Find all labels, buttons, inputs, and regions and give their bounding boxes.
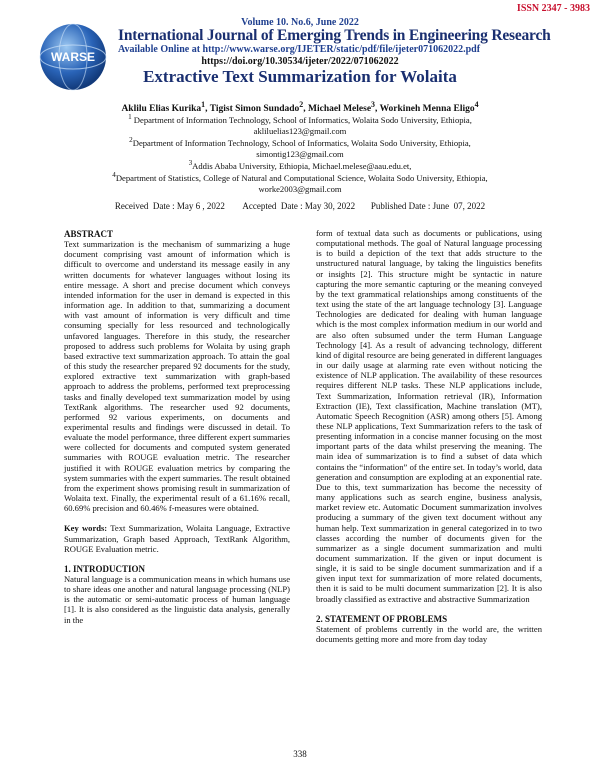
- abstract-heading: ABSTRACT: [64, 229, 114, 239]
- author-2: , Tigist Simon Sundado: [205, 104, 300, 115]
- doi-link[interactable]: https://doi.org/10.30534/ijeter/2022/071062022: [201, 56, 399, 67]
- issn-label: ISSN 2347 - 3983: [516, 3, 590, 14]
- right-column: [316, 228, 542, 644]
- keywords: Key words: Text Summarization, Wolaita Language, Extractive Summarization, Graph based Approach, TextRank Algorithm, ROUGE Evaluation metric.: [64, 523, 290, 554]
- volume-line: Volume 10. No.6, June 2022: [241, 17, 359, 28]
- affiliation-4: $^4$Department of Statistics, College of Natural and Computational Science, Wolaita Sodo University, Ethiopia, worke2003@gmail.com: [112, 171, 488, 195]
- introduction-heading: 1. INTRODUCTION: [64, 563, 146, 574]
- introduction-continued: form of textual data such as documents or publications, using computational methods. The goal of Natural language processing is to build a depiction of the text that adds structure to the unstructured natural language, by taking the linguistics benefits or insights [2]. This structure might be syntactic in nature capturing the more semantic capturing or the meaning conveyed by the text grammatical relationships among constituents of the text using the state of the art language technology [3]. Language Technologies are dedicated for dealing with human language which is the most complex information medium in our world and are also often subsumed under the term Human Language Technology [4]. As a result of advancing technology, different kind of digital resource are being generated in different languages in our daily usage at alarming rate even without noticing the existence of NLP application. The availability of these resources requires different NLP tasks. These NLP applications include, Text Summarization, Information retrieval (IR), Information Extraction (IE), Text classification, Machine translation (MT), Automatic Speech Recognition (ASR) among others [5]. Among these NLP applications, Text Summarization refers to the task of presenting information in a concise manner focusing on the most important parts of the data whilst preserving the meaning. The main idea of summarization is to find a subset of data which contains the “information” of the entire set. In today’s world, data generation and consumption are exploding at an exponential rate. Due to this, text summarization has become the necessity of many applications such as search engine, business analysis, market review etc. Automatic Document summarization involves producing a summary of the given text document without any human help. Text summarization in general categorized in to two classes according the number of documents given for the summarizer as a single document summarization and multi document summarization. If the given or input document is single, it is said to be single document summarization and if a given input text for summarization of more related documents, then it is said to be multi document summarization [2]. It is also broadly classified as extractive and abstractive Summarization: [316, 228, 542, 604]
- left-column: [64, 229, 290, 625]
- logo-text: WARSE: [50, 50, 96, 64]
- introduction-body: Natural language is a communication means in which humans use to share ideas one another and natural language processing (NLP) is the automatic or semi-automatic process of human language [1]. It is also considered as the linguistic data analysis, generally in the: [64, 574, 290, 625]
- publication-dates: Received Date : May 6 , 2022 Accepted Date : May 30, 2022 Published Date : June 07, 2022: [114, 201, 486, 211]
- statement-body: Statement of problems currently in the world are, the written documents getting more and more from day today: [316, 623, 542, 645]
- author-1: Aklilu Elias Kurika: [121, 104, 202, 115]
- affiliation-3: $^3$Addis Ababa University, Ethiopia, Michael.melese@aau.edu.et,: [188, 159, 412, 171]
- available-online-link[interactable]: Available Online at http://www.warse.org/IJETER/static/pdf/file/ijeter071062022.pdf: [118, 44, 481, 55]
- author-3: , Michael Melese: [303, 104, 372, 115]
- author-4: , Workineh Menna Eligo: [375, 104, 475, 115]
- statement-heading: 2. STATEMENT OF PROBLEMS: [316, 613, 448, 624]
- author-list: Aklilu Elias Kurika$^1$, Tigist Simon Sundado$^2$, Michael Melese$^3$, Workineh Menna Eligo$^4$: [121, 100, 479, 115]
- affiliation-1: $^1$ Department of Information Technology, School of Informatics, Wolaita Sodo University, Ethiopia, akliluelias123@gmail.com: [128, 113, 472, 137]
- journal-title: International Journal of Emerging Trends in Engineering Research: [118, 27, 551, 44]
- article-title: Extractive Text Summarization for Wolaita: [143, 67, 457, 86]
- abstract-body: Text summarization is the mechanism of summarizing a huge document comprising vast amount of information which is difficult to overcome and understand its message easily in any written documents for whatever languages without losing its entire message. A short and precise document which conveys intended information for the user in demand is expected in this information age. In addition to that, summarizing a document with vast amount of information is very difficult and time consuming specially for less resourced and technologically unfavored languages. Therefore in this study, the researcher proposed to address such problems for Wolaita by using graph based extractive text summarization approach. To attain the goal of this study the researcher prepared 92 documents for the study, explored extractive text summarization with graph-based approach to address the problems, performed text preprocessing tasks and finally developed text summarization model by using TextRank algorithms. The researcher used 92 documents, performed 92 various experiments, on documents and experimental results and findings were discussed in detail. To evaluate the model performance, three different expert summaries were collected for documents and computed system generated summaries with ROUGE evaluation metric. The researcher justified it with ROUGE evaluation metrics by comparing the system summaries with the expert summaries. The result obtained from the experiment shows promising result in summarization of Wolaita text. Finally, the experimental result of a 61.16% recall, 60.69% precision and 60.46% f-measures were obtained.: [64, 239, 290, 514]
- affiliation-2: $^2$Department of Information Technology, School of Informatics, Wolaita Sodo University, Ethiopia, simontig123@gmail.com: [129, 136, 471, 160]
- page-number: 338: [293, 749, 307, 759]
